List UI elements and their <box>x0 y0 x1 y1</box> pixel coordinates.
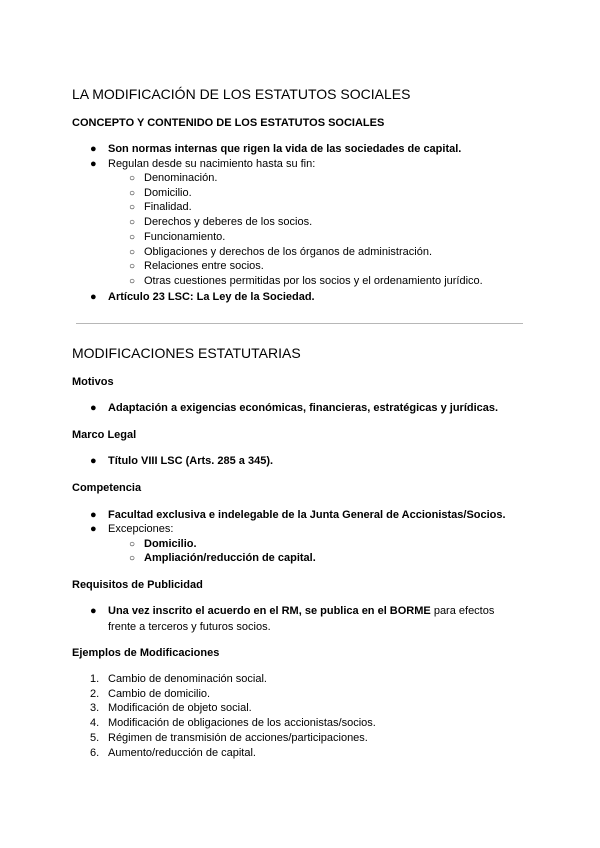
bullet-icon: ● <box>90 158 97 170</box>
competencia-heading: Competencia <box>72 482 142 494</box>
sub-item: Domicilio. <box>144 187 192 199</box>
horizontal-divider <box>76 323 523 324</box>
list-number: 6. <box>90 747 100 759</box>
sub-item: Derechos y deberes de los socios. <box>144 216 313 228</box>
motivos-item: Adaptación a exigencias económicas, financieras, estratégicas y jurídicas. <box>108 402 499 414</box>
circle-bullet-icon: ○ <box>129 217 136 228</box>
concept-item-3: Artículo 23 LSC: La Ley de la Sociedad. <box>108 291 315 303</box>
excepcion-item: Domicilio. <box>144 538 197 550</box>
list-number: 4. <box>90 717 100 729</box>
circle-bullet-icon: ○ <box>129 188 136 199</box>
list-number: 3. <box>90 702 100 714</box>
bullet-icon: ● <box>90 605 97 617</box>
ejemplo-item: Modificación de objeto social. <box>108 702 252 714</box>
publicidad-item-rest: para efectos <box>430 605 495 617</box>
bullet-icon: ● <box>90 291 97 303</box>
excepcion-item: Ampliación/reducción de capital. <box>144 552 316 564</box>
publicidad-item-line2: frente a terceros y futuros socios. <box>108 621 271 633</box>
bullet-icon: ● <box>90 523 97 535</box>
sub-item: Otras cuestiones permitidas por los socios y el ordenamiento jurídico. <box>144 275 483 287</box>
sub-item: Relaciones entre socios. <box>144 260 264 272</box>
publicidad-heading: Requisitos de Publicidad <box>72 579 203 591</box>
circle-bullet-icon: ○ <box>129 247 136 258</box>
marco-legal-item: Título VIII LSC (Arts. 285 a 345). <box>108 455 274 467</box>
circle-bullet-icon: ○ <box>129 232 136 243</box>
ejemplo-item: Régimen de transmisión de acciones/participaciones. <box>108 732 368 744</box>
ejemplo-item: Modificación de obligaciones de los accionistas/socios. <box>108 717 376 729</box>
marco-legal-heading: Marco Legal <box>72 429 137 441</box>
ejemplo-item: Cambio de domicilio. <box>108 688 211 700</box>
bullet-icon: ● <box>90 402 97 414</box>
list-number: 2. <box>90 688 100 700</box>
sub-item: Denominación. <box>144 172 218 184</box>
list-number: 1. <box>90 673 100 685</box>
bullet-icon: ● <box>90 455 97 467</box>
ejemplos-heading: Ejemplos de Modificaciones <box>72 647 220 659</box>
publicidad-item-bold: Una vez inscrito el acuerdo en el RM, se publica en el BORME <box>108 605 431 617</box>
main-title: LA MODIFICACIÓN DE LOS ESTATUTOS SOCIALES <box>72 86 411 102</box>
motivos-heading: Motivos <box>72 376 114 388</box>
circle-bullet-icon: ○ <box>129 202 136 213</box>
circle-bullet-icon: ○ <box>129 539 136 550</box>
ejemplo-item: Cambio de denominación social. <box>108 673 267 685</box>
circle-bullet-icon: ○ <box>129 553 136 564</box>
concept-item-1: Son normas internas que rigen la vida de las sociedades de capital. <box>108 143 462 155</box>
excepciones-label: Excepciones: <box>108 523 174 535</box>
ejemplo-item: Aumento/reducción de capital. <box>108 747 256 759</box>
sub-item: Funcionamiento. <box>144 231 226 243</box>
circle-bullet-icon: ○ <box>129 261 136 272</box>
sub-item: Finalidad. <box>144 201 192 213</box>
competencia-item: Facultad exclusiva e indelegable de la Junta General de Accionistas/Socios. <box>108 509 506 521</box>
sub-item: Obligaciones y derechos de los órganos de administración. <box>144 246 432 258</box>
list-number: 5. <box>90 732 100 744</box>
circle-bullet-icon: ○ <box>129 276 136 287</box>
publicidad-item <box>108 605 494 617</box>
concept-item-2: Regulan desde su nacimiento hasta su fin: <box>108 158 316 170</box>
bullet-icon: ● <box>90 143 97 155</box>
concept-heading: CONCEPTO Y CONTENIDO DE LOS ESTATUTOS SOCIALES <box>72 117 385 129</box>
modifications-title: MODIFICACIONES ESTATUTARIAS <box>72 345 301 361</box>
bullet-icon: ● <box>90 509 97 521</box>
circle-bullet-icon: ○ <box>129 173 136 184</box>
